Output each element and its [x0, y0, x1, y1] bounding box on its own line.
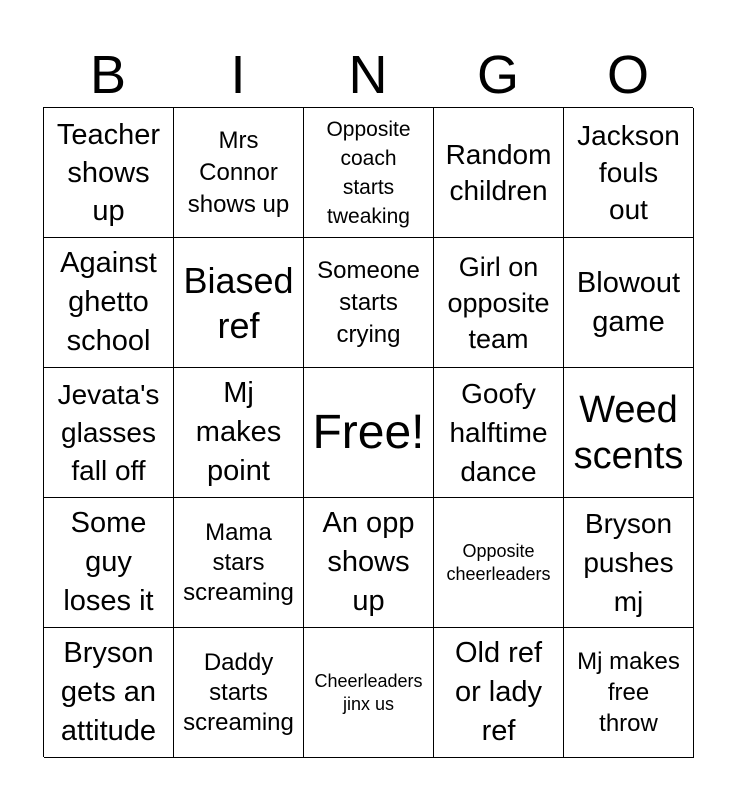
- bingo-cell[interactable]: [304, 238, 434, 368]
- bingo-cell-text: Mama stars screaming: [183, 518, 294, 606]
- bingo-cell[interactable]: [304, 628, 434, 758]
- bingo-cell[interactable]: [174, 498, 304, 628]
- header-letter-o: O: [606, 45, 649, 105]
- bingo-header: [43, 42, 693, 108]
- bingo-cell[interactable]: [564, 238, 694, 368]
- bingo-cell-text: Daddy starts screaming: [183, 648, 294, 736]
- header-letter-i: I: [230, 45, 246, 105]
- bingo-cell-text: Mrs Connor shows up: [187, 126, 290, 218]
- bingo-cell-text: Opposite coach starts tweaking: [326, 117, 411, 228]
- header-letter-b: B: [89, 45, 127, 105]
- bingo-cell-text: Some guy loses it: [63, 507, 154, 617]
- bingo-cell-text: Opposite cheerleaders: [446, 540, 551, 584]
- bingo-cell-text: Mj makes point: [195, 377, 282, 487]
- bingo-cell[interactable]: [304, 108, 434, 238]
- bingo-cell-text: Someone starts crying: [317, 256, 420, 348]
- bingo-cell[interactable]: [174, 108, 304, 238]
- bingo-cell[interactable]: [434, 238, 564, 368]
- bingo-cell[interactable]: [564, 108, 694, 238]
- bingo-card-grid: [43, 107, 693, 757]
- bingo-cell[interactable]: [174, 628, 304, 758]
- bingo-cell-text: Random children: [445, 138, 552, 206]
- bingo-cell-text: Bryson gets an attitude: [60, 637, 157, 747]
- bingo-cell[interactable]: [44, 108, 174, 238]
- header-letter-n: N: [348, 45, 388, 105]
- bingo-cell[interactable]: [434, 368, 564, 498]
- bingo-cell-text: Jackson fouls out: [577, 120, 680, 225]
- bingo-cell[interactable]: [304, 498, 434, 628]
- bingo-cell[interactable]: [44, 498, 174, 628]
- bingo-cell-text: Weed scents: [573, 388, 684, 477]
- bingo-cell-text: Cheerleaders jinx us: [314, 670, 423, 714]
- bingo-cell-text: Old ref or lady ref: [454, 637, 543, 747]
- bingo-cell[interactable]: [434, 498, 564, 628]
- bingo-cell-text: Blowout game: [576, 266, 681, 338]
- bingo-cell[interactable]: [44, 238, 174, 368]
- bingo-cell-text: Goofy halftime dance: [449, 378, 548, 487]
- bingo-cell-text: Girl on opposite team: [447, 251, 550, 354]
- header-letter-g: G: [476, 45, 519, 105]
- bingo-cell[interactable]: [174, 368, 304, 498]
- bingo-cell[interactable]: [564, 368, 694, 498]
- bingo-cell[interactable]: [564, 498, 694, 628]
- bingo-cell[interactable]: [44, 368, 174, 498]
- bingo-cell-text: Bryson pushes mj: [583, 508, 674, 617]
- bingo-cell-text: Free!: [312, 405, 425, 459]
- bingo-cell-text: Teacher shows up: [56, 118, 161, 227]
- bingo-cell[interactable]: [564, 628, 694, 758]
- bingo-cell-text: Against ghetto school: [60, 247, 157, 357]
- bingo-cell-text: An opp shows up: [322, 507, 415, 617]
- bingo-cell-text: Biased ref: [183, 259, 294, 346]
- bingo-cell[interactable]: [434, 628, 564, 758]
- bingo-cell-text: Mj makes free throw: [577, 648, 680, 737]
- bingo-cell[interactable]: [304, 368, 434, 498]
- bingo-cell-text: Jevata's glasses fall off: [57, 378, 160, 486]
- bingo-cell[interactable]: [434, 108, 564, 238]
- bingo-cell[interactable]: [44, 628, 174, 758]
- bingo-cell[interactable]: [174, 238, 304, 368]
